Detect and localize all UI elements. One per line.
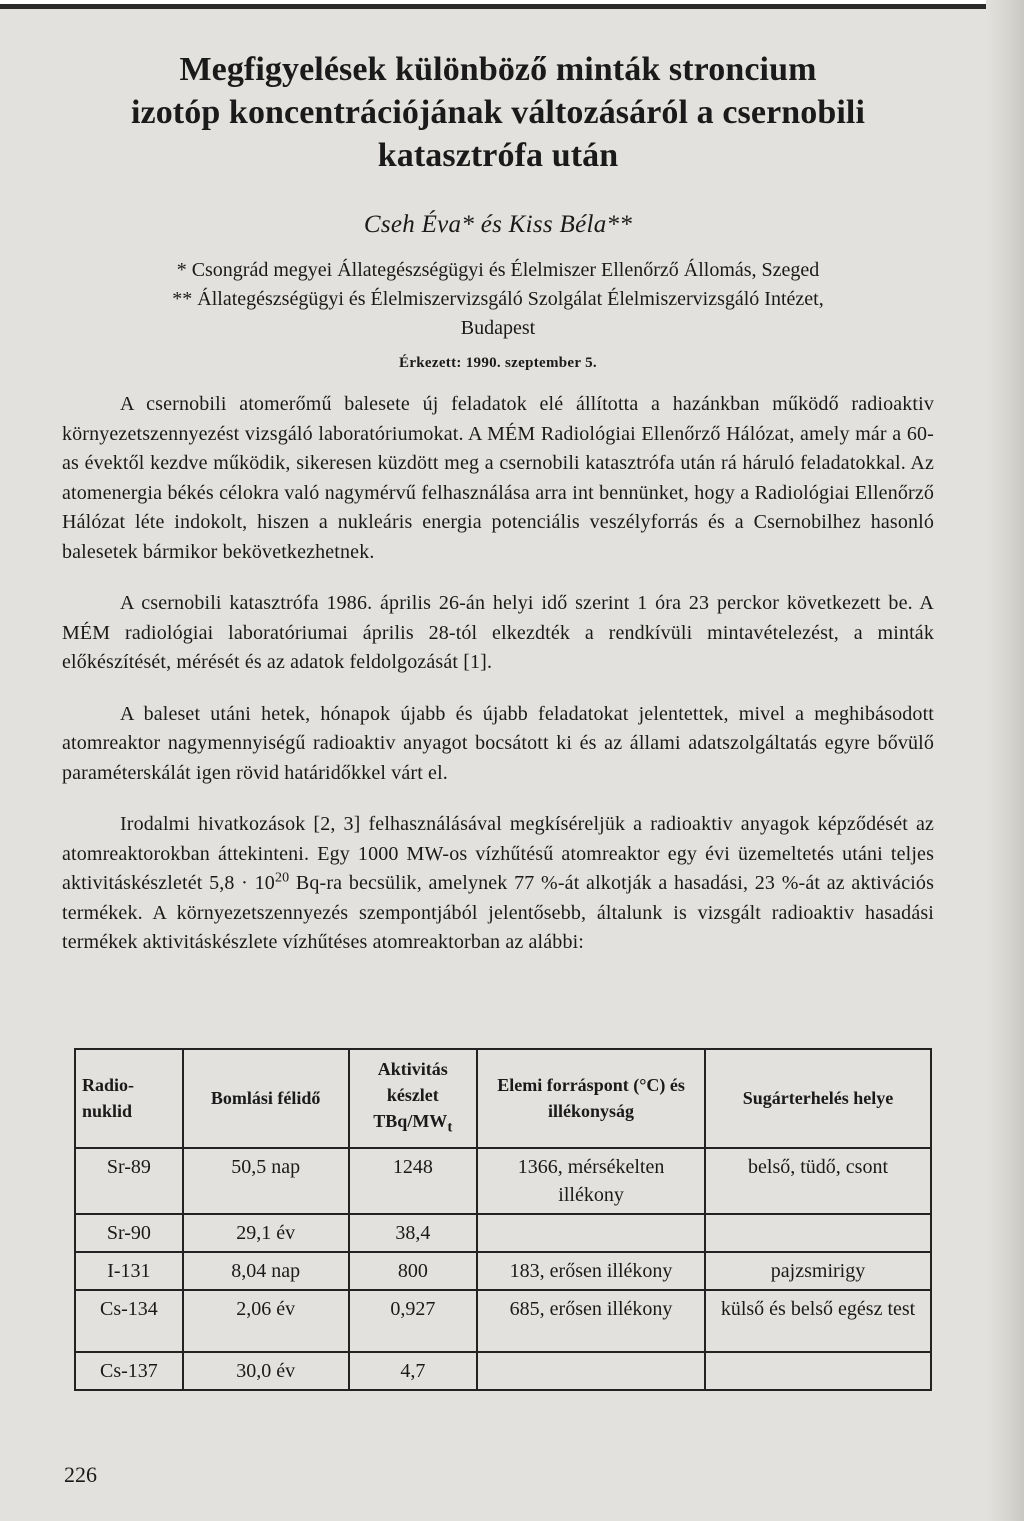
header-activity	[349, 1049, 478, 1148]
scan-right-edge	[986, 0, 1024, 1521]
table-header-row	[75, 1049, 931, 1148]
affiliation-line: * Csongrád megyei Állategészségügyi és Élelmiszer Ellenőrző Állomás, Szeged	[176, 259, 820, 281]
cell-activity: 1248	[349, 1148, 478, 1214]
header-nuclide: Radio-nuklid	[75, 1049, 183, 1148]
table-row	[75, 1352, 931, 1390]
cell-organ: külső és belső egész test	[705, 1290, 931, 1352]
radionuclide-table	[74, 1048, 932, 1391]
table-row	[75, 1148, 931, 1214]
paragraph-text: Bq-ra becsülik, amelynek 77 %-át alkotják a hasadási, 23 %-át az aktivációs termékek. A környezetszennyezés szempontjából jelentősebb, általunk is vizsgált radioaktiv hasadási termékek aktivitáskészlete vízhűtéses atomreaktorban az alábbi:	[62, 872, 935, 953]
article-title	[62, 48, 934, 177]
cell-halflife: 2,06 év	[183, 1290, 349, 1352]
affiliation-line: ** Állategészségügyi és Élelmiszervizsgáló Szolgálat Élelmiszervizsgáló Intézet,	[172, 288, 824, 310]
cell-nuclide: Cs-137	[75, 1352, 183, 1390]
title-line: katasztrófa után	[377, 137, 619, 174]
body-paragraph: A csernobili atomerőmű balesete új feladatok elé állította a hazánkban működő radioaktiv környezetszennyezést vizsgáló laboratóriumokat. A MÉM Radiológiai Ellenőrző Hálózat, amely már a 60-as évektől kezdve működik, sikeresen küzdött meg a csernobili katasztrófa után rá háruló feladatokkal. Az atomenergia békés célokra való nagymérvű felhasználása arra int bennünket, hogy a Radiológiai Ellenőrző Hálózat léte indokolt, hiszen a nukleáris energia potenciális veszélyforrás és a Csernobilhez hasonló balesetek bármikor bekövetkezhetnek.	[62, 393, 934, 563]
header-halflife: Bomlási félidő	[183, 1049, 349, 1148]
cell-boiling: 685, erősen illékony	[477, 1290, 705, 1352]
scan-top-border	[0, 0, 1024, 14]
paragraph-text: Irodalmi hivatkozások [2, 3] felhasználásával megkíséreljük a radioaktiv anyagok képződését az atomreaktorokban áttekinteni. Egy 1000 MW-os vízhűtésű atomreaktor egy évi üzemeltetés utáni teljes aktivitáskészletét 5,8 · 10	[62, 813, 934, 894]
received-date: Érkezett: 1990. szeptember 5.	[399, 355, 597, 371]
cell-nuclide: Sr-90	[75, 1214, 183, 1252]
cell-halflife: 50,5 nap	[183, 1148, 349, 1214]
header-activity-subscript: t	[447, 1119, 453, 1136]
article-page	[62, 48, 934, 958]
page-number: 226	[64, 1462, 97, 1487]
affiliations	[62, 256, 934, 343]
body-paragraph	[62, 810, 934, 958]
header-boiling-point: Elemi forráspont (°C) és illékonyság	[477, 1049, 705, 1148]
title-line: izotóp koncentrációjának változásáról a csernobili	[130, 94, 866, 131]
affiliation-line: Budapest	[460, 317, 536, 339]
cell-organ: belső, tüdő, csont	[705, 1148, 931, 1214]
cell-boiling: 183, erősen illékony	[477, 1252, 705, 1290]
cell-activity: 0,927	[349, 1290, 478, 1352]
cell-nuclide: I-131	[75, 1252, 183, 1290]
cell-activity: 4,7	[349, 1352, 478, 1390]
cell-halflife: 29,1 év	[183, 1214, 349, 1252]
cell-halflife: 8,04 nap	[183, 1252, 349, 1290]
table-row	[75, 1214, 931, 1252]
exponent: 20	[274, 870, 290, 886]
cell-nuclide: Cs-134	[75, 1290, 183, 1352]
body-paragraph: A baleset utáni hetek, hónapok újabb és újabb feladatokat jelentettek, mivel a meghibásodott atomreaktor nagymennyiségű radioaktiv anyagot bocsátott ki és az állami adatszolgáltatás egyre bővülő paraméterskálát igen rövid határidőkkel várt el.	[62, 702, 934, 784]
authors: Cseh Éva* és Kiss Béla**	[363, 211, 633, 238]
header-organ: Sugárterhelés helye	[705, 1049, 931, 1148]
cell-activity: 800	[349, 1252, 478, 1290]
cell-organ	[705, 1214, 931, 1252]
cell-organ: pajzsmirigy	[705, 1252, 931, 1290]
cell-boiling: 1366, mérsékelten illékony	[477, 1148, 705, 1214]
cell-organ	[705, 1352, 931, 1390]
cell-boiling	[477, 1352, 705, 1390]
cell-boiling	[477, 1214, 705, 1252]
cell-halflife: 30,0 év	[183, 1352, 349, 1390]
cell-activity: 38,4	[349, 1214, 478, 1252]
title-line: Megfigyelések különböző minták stroncium	[179, 51, 817, 88]
body-paragraph: A csernobili katasztrófa 1986. április 26-án helyi idő szerint 1 óra 23 perckor következett be. A MÉM radiológiai laboratóriumai április 28-tól elkezdték a rendkívüli mintavételezést, a minták előkészítését, mérését és az adatok feldolgozását [1].	[62, 592, 934, 673]
cell-nuclide: Sr-89	[75, 1148, 183, 1214]
table-row	[75, 1252, 931, 1290]
table-row	[75, 1290, 931, 1352]
header-activity-text: Aktivitás készlet TBq/MW	[373, 1059, 448, 1131]
